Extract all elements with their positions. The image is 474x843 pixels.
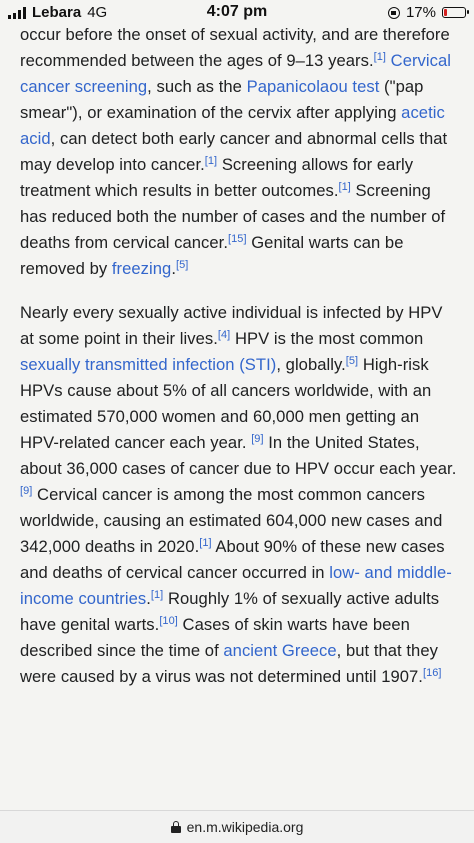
text: , can detect both early cancer and abnormal cells that may develop into cancer. <box>20 129 448 174</box>
link-papanicolaou-test[interactable]: Papanicolaou test <box>246 77 380 96</box>
text: Cases of skin warts have been described since the time of <box>20 615 410 660</box>
text: Nearly every sexually active individual is infected by HPV at some point in their lives. <box>20 303 443 348</box>
paragraph-prevention <box>20 22 458 282</box>
status-right <box>388 4 466 21</box>
text: . <box>146 589 151 608</box>
text: In the United States, about 36,000 cases of cancer due to HPV occur each year. <box>20 433 457 478</box>
text: Screening allows for early treatment which results in better outcomes. <box>20 155 414 200</box>
text: HPV is the most common <box>230 329 424 348</box>
text: High-risk HPVs cause about 5% of all cancers worldwide, with an estimated 570,000 women and 60,000 men getting an HPV-related cancer each year. <box>20 355 432 452</box>
citation-link[interactable]: [4] <box>217 329 231 341</box>
link-cervical-cancer-screening[interactable]: Cervical cancer screening <box>20 51 452 96</box>
clock: 4:07 pm <box>206 3 268 20</box>
text: , globally. <box>276 355 346 374</box>
citation-link[interactable]: [1] <box>338 181 351 193</box>
citation-link[interactable]: [1] <box>373 51 386 63</box>
orientation-lock-icon <box>388 7 400 19</box>
citation-link[interactable]: [15] <box>228 233 247 245</box>
network-type: 4G <box>87 4 108 21</box>
url-bar[interactable] <box>0 810 474 843</box>
url-domain[interactable]: en.m.wikipedia.org <box>186 819 304 835</box>
text: ("pap smear"), or examination of the cervix after applying <box>20 77 424 122</box>
battery-icon <box>442 7 466 18</box>
citation-link[interactable]: [9] <box>251 433 264 445</box>
link-sexually-transmitted-infection[interactable]: sexually transmitted infection (STI) <box>20 355 277 374</box>
link-ancient-greece[interactable]: ancient Greece <box>223 641 337 660</box>
text: occur before the onset of sexual activity, and are therefore recommended between the ages of 9–13 years. <box>20 25 450 70</box>
citation-link[interactable]: [1] <box>150 589 164 601</box>
text: . <box>171 259 176 278</box>
citation-link[interactable]: [5] <box>175 259 189 271</box>
citation-link[interactable]: [1] <box>199 537 212 549</box>
link-low-middle-income-countries[interactable]: low- and middle-income countries <box>20 563 452 608</box>
citation-link[interactable]: [9] <box>20 485 33 497</box>
text: Cervical cancer is among the most common cancers worldwide, causing an estimated 604,000 new cases and 342,000 deaths in 2020. <box>20 485 443 556</box>
padlock-icon <box>171 821 181 833</box>
paragraph-epidemiology <box>20 300 458 690</box>
carrier-name: Lebara <box>32 4 82 21</box>
text: About 90% of these new cases and deaths of cervical cancer occurred in <box>20 537 445 582</box>
text: Roughly 1% of sexually active adults have genital warts. <box>20 589 440 634</box>
battery-level <box>444 9 447 16</box>
text: Screening has reduced both the number of cases and the number of deaths from cervical cancer. <box>20 181 446 252</box>
text: , such as the <box>147 77 242 96</box>
battery-percent: 17% <box>405 4 436 21</box>
citation-link[interactable]: [5] <box>345 355 359 367</box>
link-acetic-acid[interactable]: acetic acid <box>20 103 445 148</box>
citation-link[interactable]: [1] <box>204 155 218 167</box>
article-body <box>20 22 458 708</box>
text: Genital warts can be removed by <box>20 233 404 278</box>
text: , but that they were caused by a virus was not determined until 1907. <box>20 641 438 686</box>
link-freezing[interactable]: freezing <box>111 259 172 278</box>
citation-link[interactable]: [16] <box>422 667 442 679</box>
citation-link[interactable]: [10] <box>159 615 178 627</box>
